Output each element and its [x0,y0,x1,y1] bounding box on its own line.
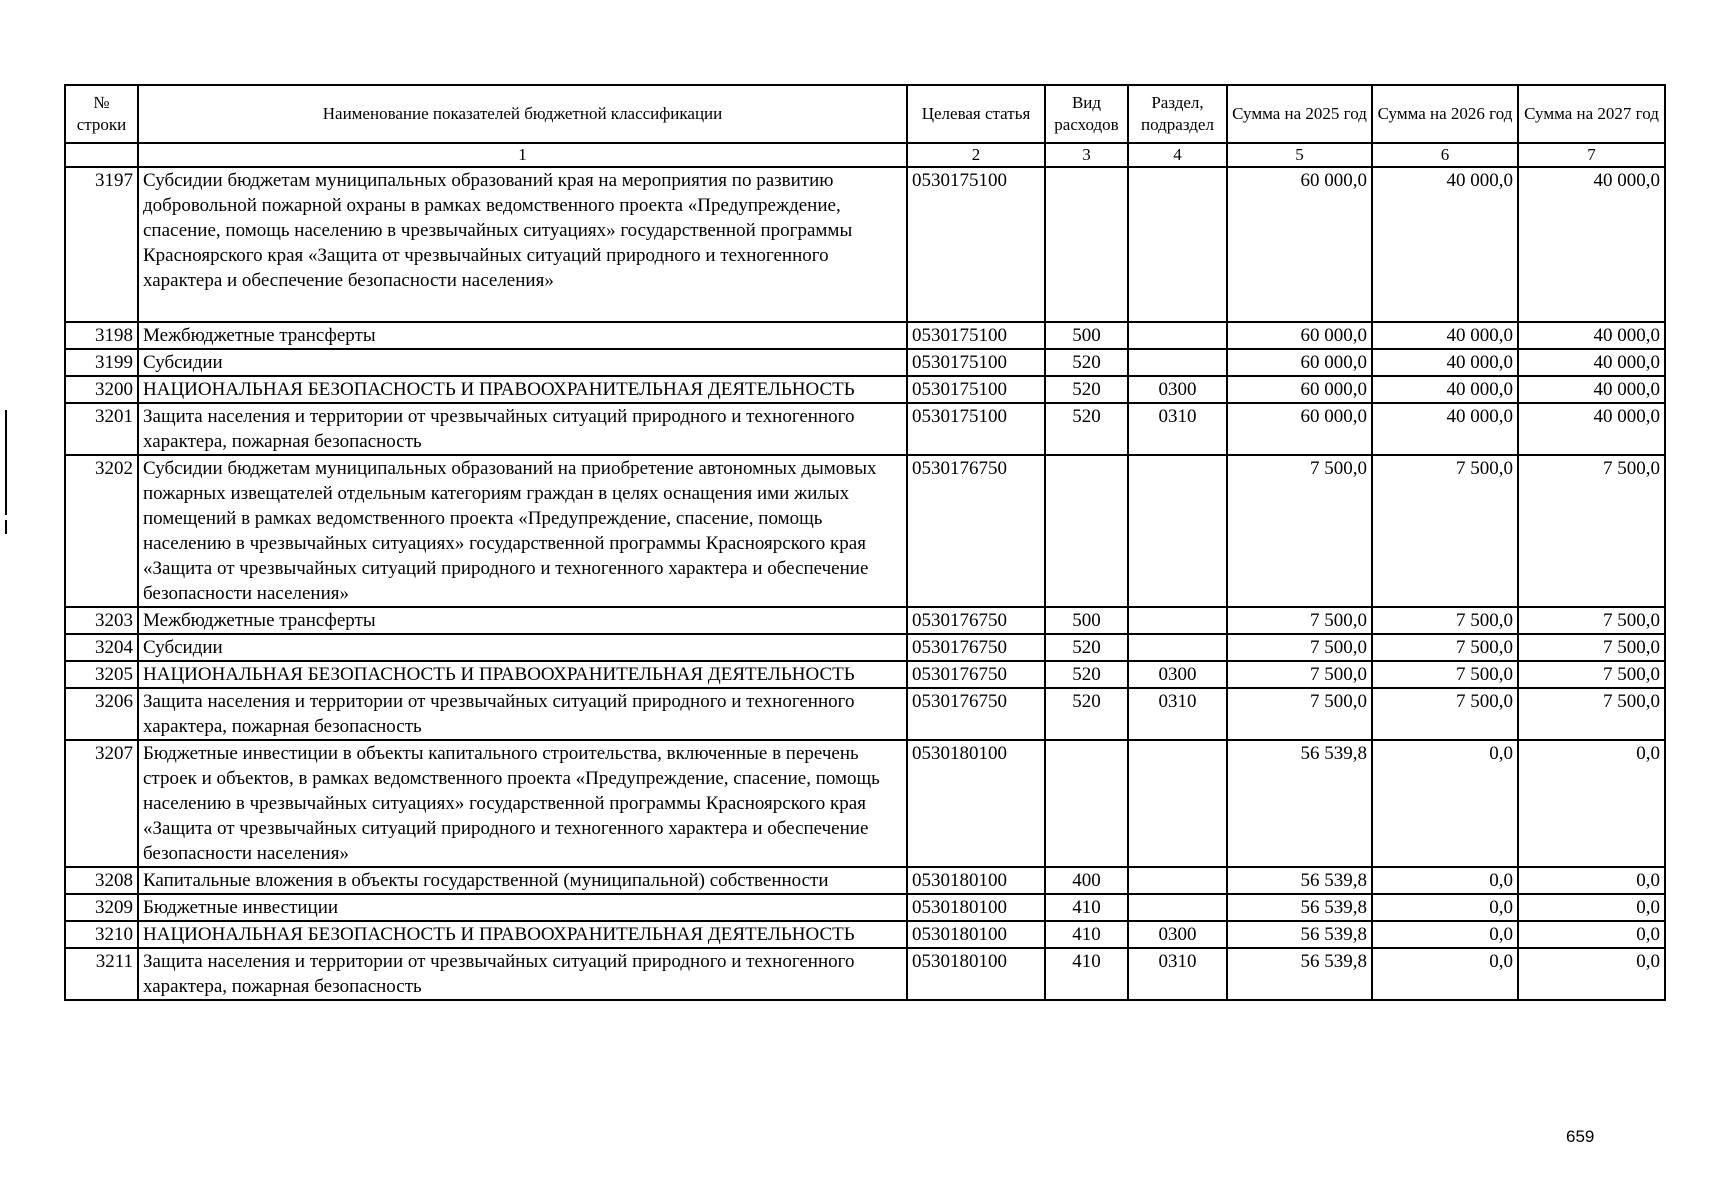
row-2025: 60 000,0 [1227,376,1372,403]
table-row [65,661,1665,688]
row-name: Субсидии [138,349,907,376]
table-row [65,634,1665,661]
table-row [65,349,1665,376]
header-row-no: № строки [65,85,138,143]
row-section: 0310 [1128,948,1227,1000]
header-2025: Сумма на 2025 год [1227,85,1372,143]
row-target: 0530180100 [907,921,1045,948]
row-2025: 56 539,8 [1227,740,1372,867]
row-section: 0300 [1128,661,1227,688]
row-2025: 7 500,0 [1227,688,1372,740]
row-2025: 60 000,0 [1227,167,1372,322]
column-number: 7 [1518,143,1665,167]
table-body [65,167,1665,1000]
row-name: Защита населения и территории от чрезвычайных ситуаций природного и техногенного характера, пожарная безопасность [138,403,907,455]
row-section: 0310 [1128,688,1227,740]
table-row [65,740,1665,867]
column-number: 5 [1227,143,1372,167]
margin-mark [5,410,7,515]
header-kind: Вид расходов [1045,85,1128,143]
row-section [1128,322,1227,349]
row-number: 3207 [65,740,138,867]
row-section: 0300 [1128,921,1227,948]
row-name: Межбюджетные трансферты [138,322,907,349]
header-name: Наименование показателей бюджетной классификации [138,85,907,143]
row-2027: 0,0 [1518,867,1665,894]
table-row [65,894,1665,921]
row-kind: 410 [1045,921,1128,948]
row-target: 0530175100 [907,349,1045,376]
row-2025: 56 539,8 [1227,894,1372,921]
row-number: 3208 [65,867,138,894]
row-name: Субсидии [138,634,907,661]
table-row [65,455,1665,607]
row-name: Межбюджетные трансферты [138,607,907,634]
row-2025: 7 500,0 [1227,607,1372,634]
row-kind: 520 [1045,634,1128,661]
row-section [1128,607,1227,634]
row-section [1128,867,1227,894]
row-name: Защита населения и территории от чрезвычайных ситуаций природного и техногенного характера, пожарная безопасность [138,688,907,740]
row-2026: 0,0 [1372,948,1518,1000]
row-2025: 56 539,8 [1227,921,1372,948]
row-2025: 60 000,0 [1227,349,1372,376]
row-2026: 0,0 [1372,867,1518,894]
row-number: 3204 [65,634,138,661]
row-2026: 7 500,0 [1372,661,1518,688]
row-section [1128,740,1227,867]
row-kind: 520 [1045,403,1128,455]
row-number: 3203 [65,607,138,634]
table-row [65,167,1665,322]
table-row [65,607,1665,634]
row-name: НАЦИОНАЛЬНАЯ БЕЗОПАСНОСТЬ И ПРАВООХРАНИТЕЛЬНАЯ ДЕЯТЕЛЬНОСТЬ [138,921,907,948]
row-2026: 7 500,0 [1372,607,1518,634]
column-number [65,143,138,167]
column-number-row [65,143,1665,167]
header-target: Целевая статья [907,85,1045,143]
row-name: НАЦИОНАЛЬНАЯ БЕЗОПАСНОСТЬ И ПРАВООХРАНИТЕЛЬНАЯ ДЕЯТЕЛЬНОСТЬ [138,376,907,403]
row-number: 3211 [65,948,138,1000]
row-2027: 0,0 [1518,921,1665,948]
row-section [1128,167,1227,322]
table-row [65,688,1665,740]
margin-mark [5,520,7,534]
row-2026: 40 000,0 [1372,167,1518,322]
row-kind: 520 [1045,661,1128,688]
row-target: 0530176750 [907,661,1045,688]
row-name: НАЦИОНАЛЬНАЯ БЕЗОПАСНОСТЬ И ПРАВООХРАНИТЕЛЬНАЯ ДЕЯТЕЛЬНОСТЬ [138,661,907,688]
row-target: 0530176750 [907,455,1045,607]
row-2027: 7 500,0 [1518,688,1665,740]
row-kind: 500 [1045,322,1128,349]
row-number: 3198 [65,322,138,349]
row-2025: 56 539,8 [1227,867,1372,894]
row-name: Капитальные вложения в объекты государственной (муниципальной) собственности [138,867,907,894]
budget-sheet [64,84,1666,1001]
row-2026: 0,0 [1372,740,1518,867]
row-2027: 0,0 [1518,894,1665,921]
row-section [1128,894,1227,921]
page-number: 659 [1566,1127,1595,1146]
row-section: 0310 [1128,403,1227,455]
row-number: 3209 [65,894,138,921]
row-2027: 40 000,0 [1518,167,1665,322]
row-target: 0530176750 [907,607,1045,634]
row-2026: 40 000,0 [1372,376,1518,403]
column-number: 6 [1372,143,1518,167]
header-2026: Сумма на 2026 год [1372,85,1518,143]
row-2027: 40 000,0 [1518,403,1665,455]
table-row [65,322,1665,349]
row-2026: 7 500,0 [1372,455,1518,607]
row-2027: 40 000,0 [1518,376,1665,403]
row-number: 3206 [65,688,138,740]
row-2027: 7 500,0 [1518,455,1665,607]
column-number: 1 [138,143,907,167]
row-2025: 7 500,0 [1227,455,1372,607]
row-target: 0530176750 [907,634,1045,661]
row-number: 3205 [65,661,138,688]
row-target: 0530175100 [907,322,1045,349]
row-kind: 410 [1045,948,1128,1000]
row-target: 0530175100 [907,376,1045,403]
row-section [1128,349,1227,376]
row-section: 0300 [1128,376,1227,403]
row-2026: 40 000,0 [1372,349,1518,376]
row-2027: 0,0 [1518,948,1665,1000]
row-name: Субсидии бюджетам муниципальных образований края на мероприятия по развитию добровольной пожарной охраны в рамках ведомственного проекта «Предупреждение, спасение, помощь населению в чрезвычайных ситуациях» государственной программы Красноярского края «Защита от чрезвычайных ситуаций природного и техногенного характера и обеспечение безопасности населения» [138,167,907,322]
row-2026: 0,0 [1372,921,1518,948]
column-number: 4 [1128,143,1227,167]
row-2025: 7 500,0 [1227,634,1372,661]
table-row [65,403,1665,455]
row-kind: 500 [1045,607,1128,634]
row-2025: 56 539,8 [1227,948,1372,1000]
table-row [65,948,1665,1000]
row-kind: 410 [1045,894,1128,921]
row-2025: 60 000,0 [1227,322,1372,349]
row-target: 0530175100 [907,167,1045,322]
row-number: 3200 [65,376,138,403]
row-number: 3202 [65,455,138,607]
row-number: 3199 [65,349,138,376]
column-number: 2 [907,143,1045,167]
row-section [1128,455,1227,607]
row-kind: 520 [1045,688,1128,740]
row-2027: 7 500,0 [1518,661,1665,688]
row-2027: 7 500,0 [1518,607,1665,634]
row-number: 3201 [65,403,138,455]
row-2025: 7 500,0 [1227,661,1372,688]
row-target: 0530180100 [907,740,1045,867]
row-name: Бюджетные инвестиции [138,894,907,921]
header-row [65,85,1665,143]
table-row [65,921,1665,948]
row-2027: 40 000,0 [1518,322,1665,349]
row-target: 0530180100 [907,867,1045,894]
row-name: Субсидии бюджетам муниципальных образований на приобретение автономных дымовых пожарных извещателей отдельным категориям граждан в целях оснащения ими жилых помещений в рамках ведомственного проекта «Предупреждение, спасение, помощь населению в чрезвычайных ситуациях» государственной программы Красноярского края «Защита от чрезвычайных ситуаций природного и техногенного характера и обеспечение безопасности населения» [138,455,907,607]
row-2027: 40 000,0 [1518,349,1665,376]
row-name: Защита населения и территории от чрезвычайных ситуаций природного и техногенного характера, пожарная безопасность [138,948,907,1000]
row-section [1128,634,1227,661]
table-row [65,376,1665,403]
row-2026: 0,0 [1372,894,1518,921]
row-kind [1045,740,1128,867]
budget-table [64,84,1666,1001]
row-target: 0530175100 [907,403,1045,455]
row-kind: 520 [1045,376,1128,403]
table-row [65,867,1665,894]
row-2026: 7 500,0 [1372,688,1518,740]
row-target: 0530180100 [907,894,1045,921]
row-target: 0530176750 [907,688,1045,740]
row-number: 3197 [65,167,138,322]
row-kind: 520 [1045,349,1128,376]
header-section: Раздел, подраздел [1128,85,1227,143]
row-name: Бюджетные инвестиции в объекты капитального строительства, включенные в перечень строек и объектов, в рамках ведомственного проекта «Предупреждение, спасение, помощь населению в чрезвычайных ситуациях» государственной программы Красноярского края «Защита от чрезвычайных ситуаций природного и техногенного характера и обеспечение безопасности населения» [138,740,907,867]
row-kind [1045,455,1128,607]
row-target: 0530180100 [907,948,1045,1000]
row-2026: 40 000,0 [1372,403,1518,455]
row-kind [1045,167,1128,322]
row-2026: 40 000,0 [1372,322,1518,349]
row-2025: 60 000,0 [1227,403,1372,455]
row-kind: 400 [1045,867,1128,894]
header-2027: Сумма на 2027 год [1518,85,1665,143]
row-2027: 7 500,0 [1518,634,1665,661]
row-2026: 7 500,0 [1372,634,1518,661]
row-2027: 0,0 [1518,740,1665,867]
column-number: 3 [1045,143,1128,167]
row-number: 3210 [65,921,138,948]
